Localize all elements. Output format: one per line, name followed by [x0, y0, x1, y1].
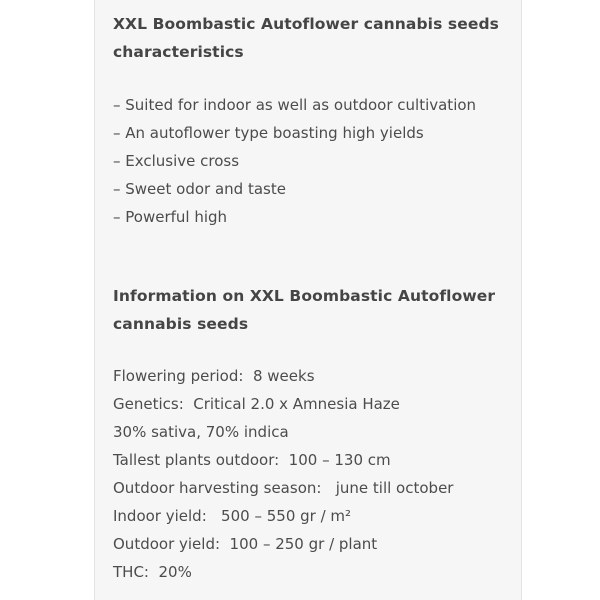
characteristics-heading: XXL Boombastic Autoflower cannabis seeds characteristics [113, 15, 499, 61]
info-row-thc: THC: 20% [113, 563, 192, 581]
list-item: – Suited for indoor as well as outdoor cultivation [113, 96, 477, 114]
info-row-plant-height: Tallest plants outdoor: 100 – 130 cm [113, 451, 391, 469]
info-row-genetics: Genetics: Critical 2.0 x Amnesia Haze [113, 395, 400, 413]
list-item: – An autoflower type boasting high yields [113, 124, 424, 142]
info-row-ratio: 30% sativa, 70% indica [113, 423, 289, 441]
info-row-flowering-period: Flowering period: 8 weeks [113, 367, 315, 385]
list-item: – Exclusive cross [113, 152, 240, 170]
info-row-outdoor-yield: Outdoor yield: 100 – 250 gr / plant [113, 535, 378, 553]
characteristics-list [113, 91, 513, 231]
info-row-indoor-yield: Indoor yield: 500 – 550 gr / m² [113, 507, 352, 525]
information-list [113, 362, 513, 586]
list-item: – Powerful high [113, 208, 228, 226]
list-item: – Sweet odor and taste [113, 180, 286, 198]
information-heading: Information on XXL Boombastic Autoflower cannabis seeds [113, 287, 496, 333]
info-row-harvest-season: Outdoor harvesting season: june till october [113, 479, 454, 497]
